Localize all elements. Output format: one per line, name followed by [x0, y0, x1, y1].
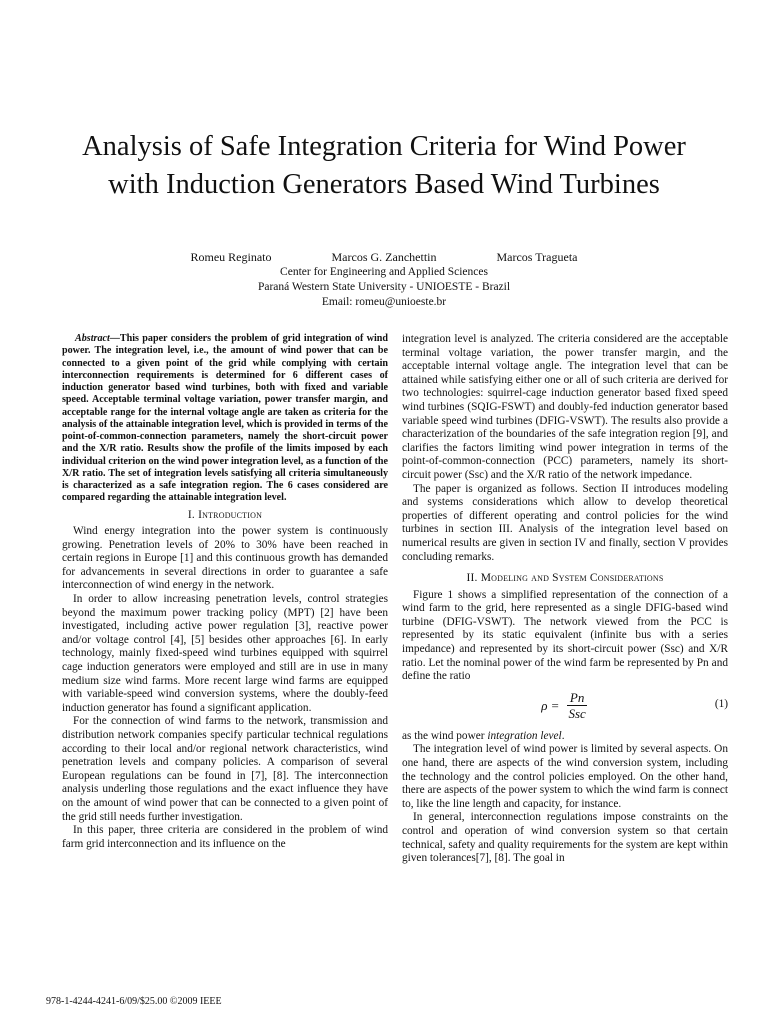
equation-numerator: Pn [567, 690, 587, 706]
paragraph: In order to allow increasing penetration levels, control strategies beyond the maximum power tracking policy (MPT) [2] have been investigated, including active power regulation [3], reactive power and/or voltage control [4], [5] besides other approaches [6]. In early technology, mainly fixed-speed wind turbines equipped with squirrel cage induction generators were employed and still are in use in many medium size wind farms. More recent large wind farms are equipped with variable-speed wind conversion systems, where the doubly-feed induction generator has found a significant application. [62, 593, 388, 714]
author-name: Romeu Reginato [190, 250, 272, 264]
abstract-label: Abstract [75, 333, 110, 344]
paragraph: In general, interconnection regulations impose constraints on the control and operation of wind conversion system so that certain technical, safety and quality requirements for the system are kept within given tolerances[7], [8]. The goal in [402, 811, 728, 865]
equation-lhs: ρ = [541, 698, 560, 714]
equation [402, 686, 728, 726]
paragraph: The integration level of wind power is limited by several aspects. On one hand, there are aspects of the wind conversion system, including the technology and the control policies employed. On the other hand, there are aspects of the power system to which the wind farm is connect to, like the line length and capacity, for instance. [402, 743, 728, 810]
paragraph [402, 730, 728, 744]
paper-title: Analysis of Safe Integration Criteria for Wind Power with Induction Generators Based Wind Turbines [82, 131, 686, 200]
author-email: Email: romeu@unioeste.br [321, 296, 447, 308]
section-heading: I. Introduction [187, 508, 263, 521]
paragraph: In this paper, three criteria are considered in the problem of wind farm grid interconnection and its influence on the [62, 824, 388, 850]
author-list [60, 249, 708, 265]
equation-fraction [565, 690, 588, 721]
paragraph: Figure 1 shows a simplified representation of the connection of a wind farm to the grid, here represented as a single DFIG-based wind turbine (DFIG-VSWT). The network viewed from the PCC is represented by its static equivalent (infinite bus with a series impedance) and represented by its short-circuit power (Ssc) and X/R ratio. Let the nominal power of the wind farm be represented by Pn and define the ratio [402, 588, 728, 683]
abstract [62, 333, 388, 505]
left-column [62, 333, 388, 851]
text-span: as the wind power [402, 729, 488, 742]
paragraph: Wind energy integration into the power system is continuously growing. Penetration levels of 20% to 30% have been reached in certain regions in Europe [1] and this continuous growth has demanded for advancements in several directions in order to guarantee a safe interconnection of wind energy in the network. [62, 525, 388, 592]
right-column [402, 333, 728, 866]
emphasis-text: integration level [487, 729, 562, 742]
author-name: Marcos Tragueta [496, 250, 578, 264]
section-heading: II. Modeling and System Considerations [466, 572, 664, 585]
equation-denominator: Ssc [568, 706, 586, 722]
affiliation-line: Paraná Western State University - UNIOESTE - Brazil [257, 281, 511, 293]
abstract-text: —This paper considers the problem of grid integration of wind power. The integration level, i.e., the amount of wind power that can be connected to a given point of the grid while complying with certain interconnection requirements is determined for 6 different cases of induction generator based wind turbines, both with fixed and variable speed. Acceptable terminal voltage variation, power transfer margin, and acceptable range for the internal voltage angle are taken as criteria for the analysis of the attainable integration level, which is provided in terms of the point-of-common-connection parameters, namely the short-circuit power and the X/R ratio. Results show the profile of the limits imposed by each individual criterion on the wind power integration level, as a function of the X/R ratio. The set of integration levels satisfying all criteria simultaneously is characterized as a safe integration region. The 6 cases considered are compared regarding the attainable integration level. [62, 333, 388, 504]
affiliation-line: Center for Engineering and Applied Sciences [280, 266, 488, 278]
paragraph: integration level is analyzed. The criteria considered are the acceptable terminal voltage variation, the power transfer margin, and the acceptable internal voltage angle. The integration level that can be attained while satisfying either one or all of such criteria are derived for two technologies: squirrel-cage induction generator based fixed speed wind turbines (SQIG-FSWT) and doubly-fed induction generator based variable speed wind turbines (DFIG-VSWT). The results also provide a characterization of the boundaries of the safe integration region [9], and clarifies the factors limiting wind power integration in terms of the point-of-common-connection (PCC) parameters, namely its short-circuit power (Ssc) and the X/R ratio of the network impedance. [402, 333, 728, 481]
paragraph: The paper is organized as follows. Section II introduces modeling and systems considerations which allow to develop theoretical properties of different operating and control policies for the wind turbines in section III. Analysis of the integration level based on numerical results are given in section IV and finally, section V provides concluding remarks. [402, 482, 728, 563]
affiliation [60, 265, 708, 310]
equation-number: (1) [714, 697, 728, 710]
copyright-footer: 978-1-4244-4241-6/09/$25.00 ©2009 IEEE [46, 996, 222, 1007]
paragraph: For the connection of wind farms to the network, transmission and distribution network companies specify particular technical regulations according to their local and/or regional network characteristics, wind penetration levels and company policies. A comparison of several European regulations can be found in [7], [8]. The interconnection analysis underling those regulations and the exact influence they have on the amount of wind power that can be connected to a given point of the grid still needs further investigation. [62, 715, 388, 823]
author-name: Marcos G. Zanchettin [331, 250, 437, 264]
text-span: . [561, 729, 565, 742]
